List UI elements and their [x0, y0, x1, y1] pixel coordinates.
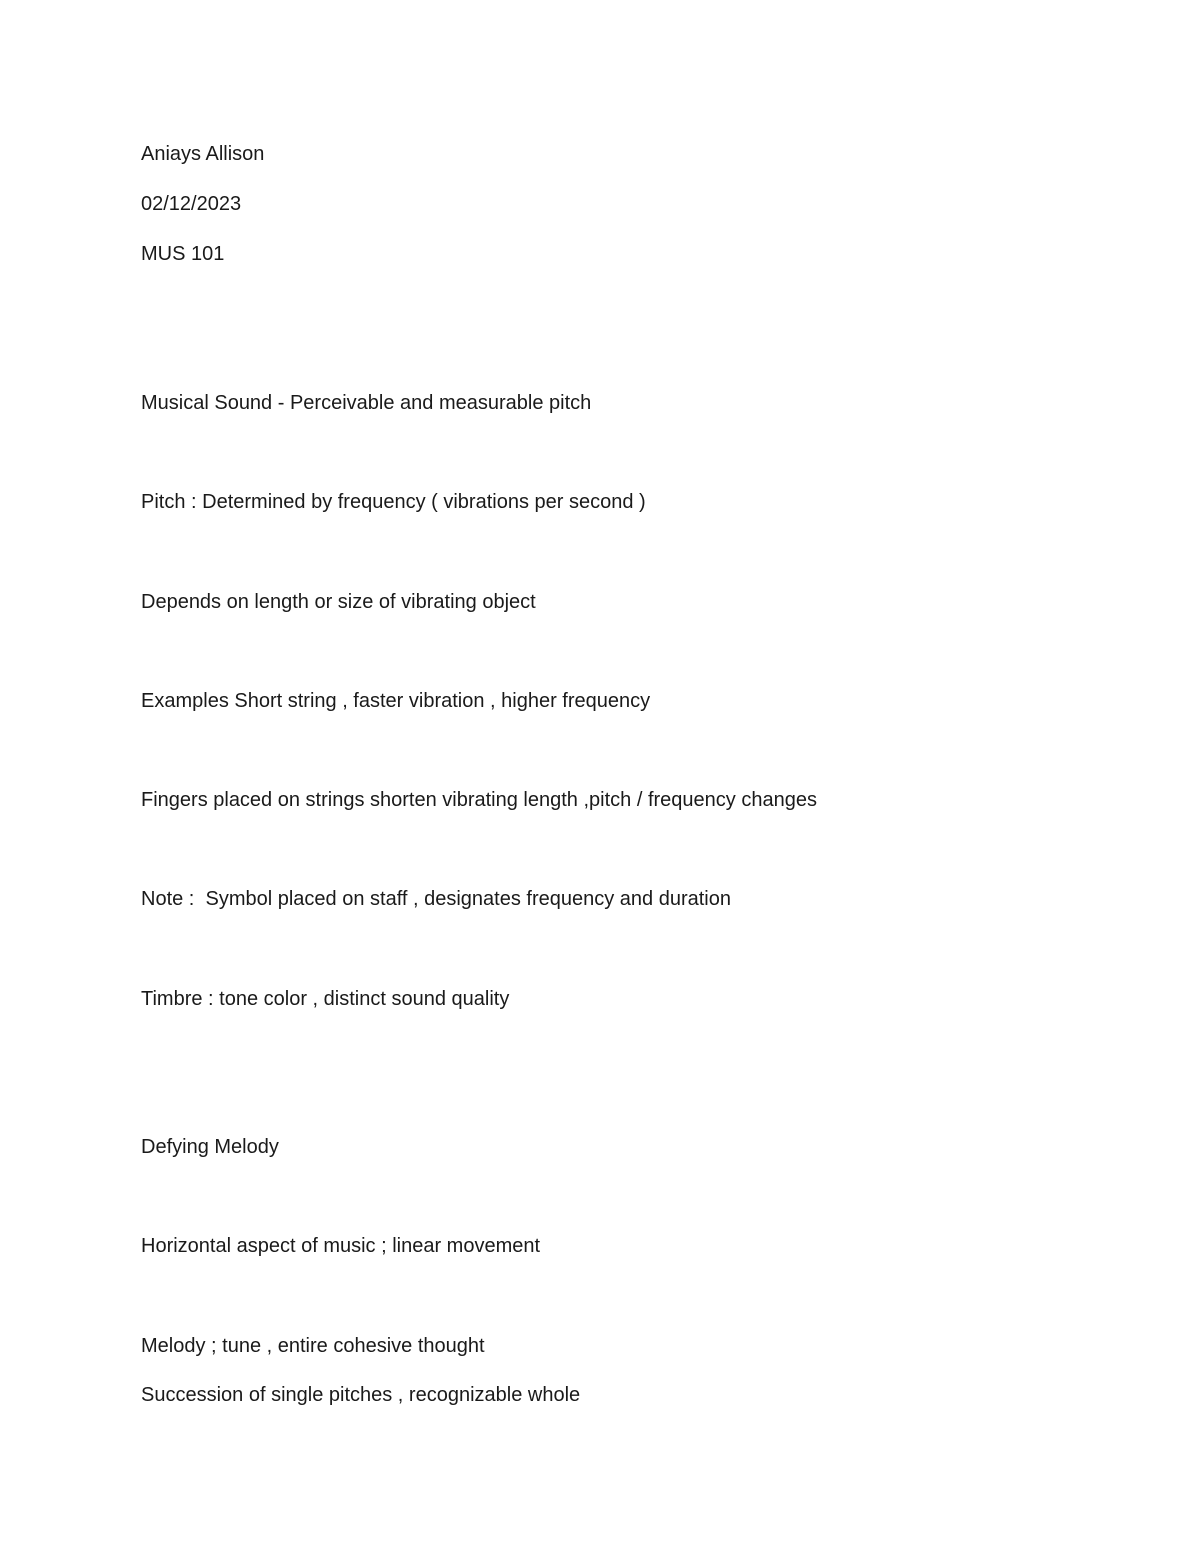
- note-pitch: Pitch : Determined by frequency ( vibrations per second ): [141, 491, 646, 513]
- note-examples: Examples Short string , faster vibration , higher frequency: [141, 690, 651, 712]
- author-name: Aniays Allison: [141, 143, 265, 165]
- note-succession: Succession of single pitches , recognizable whole: [141, 1384, 581, 1406]
- note-musical-sound: Musical Sound - Perceivable and measurable pitch: [141, 392, 592, 414]
- section-heading-melody: Defying Melody: [141, 1136, 279, 1158]
- note-depends: Depends on length or size of vibrating object: [141, 591, 536, 613]
- note-timbre: Timbre : tone color , distinct sound quality: [141, 988, 510, 1010]
- note-staff-symbol: Note : Symbol placed on staff , designates frequency and duration: [141, 888, 731, 910]
- note-horizontal: Horizontal aspect of music ; linear movement: [141, 1235, 541, 1257]
- note-fingers: Fingers placed on strings shorten vibrating length ,pitch / frequency changes: [141, 789, 817, 811]
- course-code: MUS 101: [141, 243, 225, 265]
- note-melody: Melody ; tune , entire cohesive thought: [141, 1335, 485, 1357]
- document-date: 02/12/2023: [141, 193, 242, 215]
